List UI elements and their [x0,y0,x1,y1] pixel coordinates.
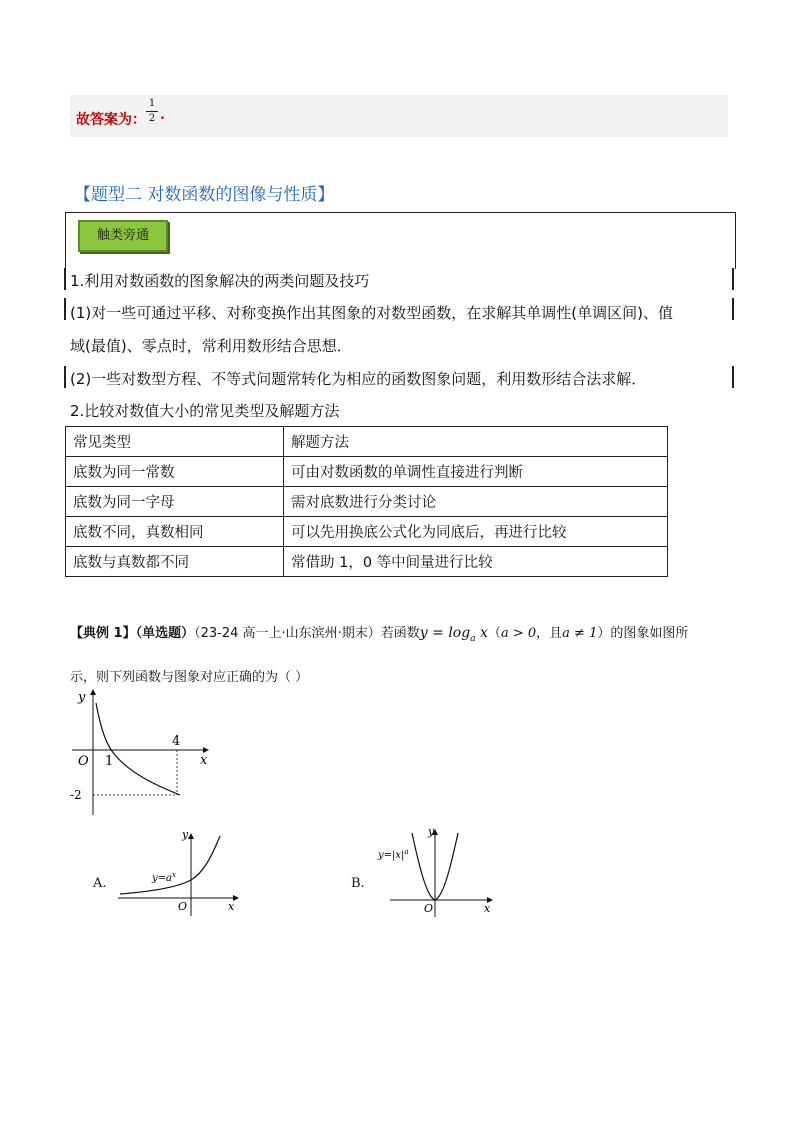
table-cell: 底数不同，真数相同 [66,517,284,547]
tip-line-2: (1)对一些可通过平移、对称变换作出其图象的对数型函数，在求解其单调性(单调区间)、值 [70,304,673,322]
curve-label [377,848,409,861]
fraction-numerator: 1 [148,98,156,109]
tip-line-5: 2.比较对数值大小的常见类型及解题方法 [70,402,340,420]
condition-mid: ，且 [536,626,563,641]
tip-line-4: (2)一些对数型方程、不等式问题常转化为相应的函数图象问题，利用数形结合法求解． [70,370,647,388]
curve-label-exp: a [404,848,409,856]
table-cell: 底数与真数都不同 [66,547,284,577]
function-var: x [480,625,488,641]
tick-neg2: -2 [70,788,82,802]
tip-side-bar-left [64,366,66,388]
tip-badge: 触类旁通 [78,220,168,252]
fraction-denominator: 2 [148,113,156,124]
table-header-cell: 常见类型 [66,427,284,457]
option-b-letter[interactable]: B. [351,876,365,891]
fraction-bar [146,111,158,112]
x-label: x [228,900,235,913]
table-cell: 底数为同一字母 [66,487,284,517]
condition-close: ）的图象如图所 [597,626,689,641]
table-cell: 需对底数进行分类讨论 [284,487,668,517]
example-tag: 【典例 1】 [70,626,136,641]
function-text: y = log [419,625,471,641]
x-label: x [200,753,208,768]
table-cell: 可由对数函数的单调性直接进行判断 [284,457,668,487]
curve-label [151,871,176,884]
tip-side-bar-left [64,298,66,320]
answer-label: 故答案为： [76,112,146,128]
table-row [66,457,668,487]
example-source: （23-24 高一上·山东滨州·期末）若函数 [194,626,420,641]
x-label: x [484,902,491,915]
curve-label-text: y=|x| [378,850,405,861]
answer-fraction [146,98,158,125]
tip-line-1: 1.利用对数函数的图象解决的两类问题及技巧 [70,272,370,290]
answer-period: . [160,107,165,123]
condition-2: a ≠ 1 [562,626,598,641]
function-base: a [470,633,476,644]
table-cell: 常借助 1，0 等中间量进行比较 [284,547,668,577]
section-heading: 【题型二 对数函数的图像与性质】 [74,185,335,205]
tick-1: 1 [105,754,114,769]
example-question [70,622,688,644]
table-header-row [66,427,668,457]
origin-label: O [424,902,434,915]
tip-line-3: 域(最值)、零点时，常利用数形结合思想． [70,337,352,355]
table-row [66,487,668,517]
origin-label: O [78,754,89,769]
tip-side-bar-right [732,298,734,320]
example-type: （单选题） [135,626,195,641]
answer-box [70,95,728,137]
condition-1: a > 0 [500,626,537,641]
tip-side-bar-left [64,268,66,290]
log-curve [96,703,180,795]
table-cell: 底数为同一常数 [66,457,284,487]
option-a-letter[interactable]: A. [93,876,107,891]
y-label: y [428,825,435,838]
table-row [66,547,668,577]
curve-label-text: y=a [152,873,172,884]
option-b-graph[interactable] [372,825,497,920]
comparison-table [65,426,668,577]
main-graph [60,685,220,820]
tick-4: 4 [172,734,181,749]
table-cell: 可以先用换底公式化为同底后，再进行比较 [284,517,668,547]
example-question-line2: 示，则下列函数与图象对应正确的为（ ） [70,670,309,685]
tip-side-bar-right [732,366,734,388]
origin-label: O [178,900,188,913]
condition-open: （ [487,626,501,641]
table-header-cell: 解题方法 [284,427,668,457]
y-label: y [182,828,189,841]
option-a-graph[interactable] [118,828,248,918]
curve-label-exp: x [172,871,176,879]
tip-side-bar-right [732,268,734,290]
y-label: y [78,690,86,705]
example-function [419,625,488,644]
exp-curve [120,836,220,894]
table-row [66,517,668,547]
